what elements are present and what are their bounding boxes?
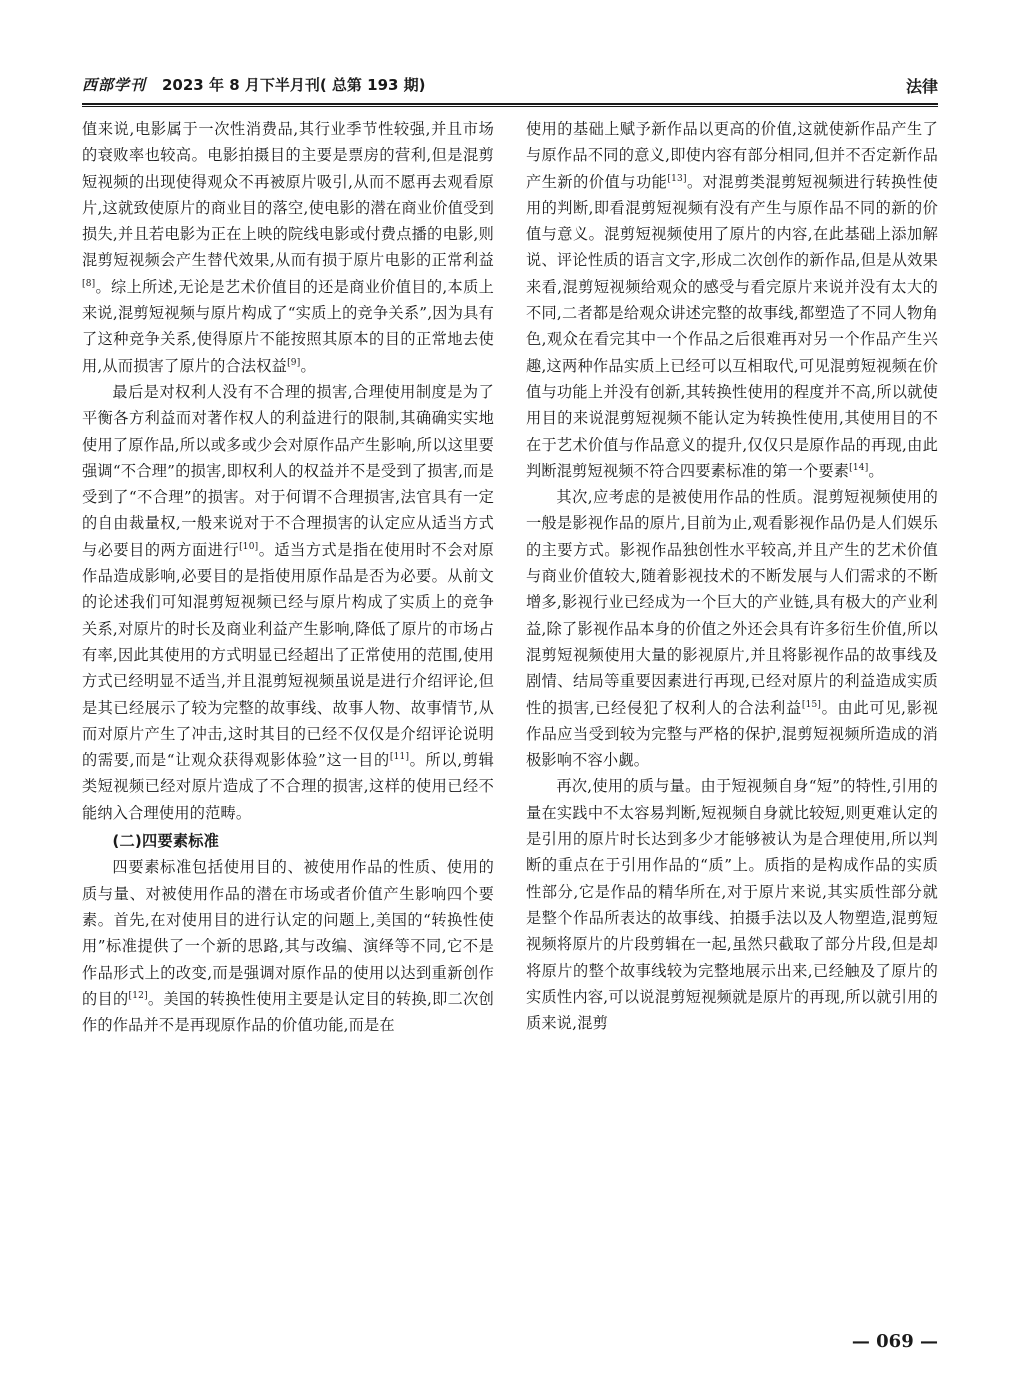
citation-ref: [14] bbox=[849, 462, 869, 473]
body-text: 使用的基础上赋予新作品以更高的价值,这就使新作品产生了与原作品不同的意义,即使内容有部分相同,但并不否定新作品产生新的价值与功能 bbox=[526, 120, 938, 191]
citation-ref: [12] bbox=[128, 990, 148, 1001]
paragraph bbox=[82, 854, 494, 1038]
page-number: — 069 — bbox=[851, 1331, 938, 1352]
issue-info: 2023 年 8 月下半月刊( 总第 193 期) bbox=[162, 76, 426, 94]
journal-name: 西部学刊 bbox=[82, 76, 147, 94]
citation-ref: [9] bbox=[287, 357, 301, 368]
body-text: 。 bbox=[300, 356, 316, 375]
body-text: 。由此可见,影视作品应当受到较为完整与严格的保护,混剪短视频所造成的消极影响不容小觑。 bbox=[526, 698, 938, 770]
section-heading: (二)四要素标准 bbox=[112, 832, 219, 851]
paragraph bbox=[82, 379, 494, 826]
citation-ref: [11] bbox=[389, 752, 410, 763]
right-column bbox=[526, 116, 938, 1326]
body-text: 。综上所述,无论是艺术价值目的还是商业价值目的,本质上来说,混剪短视频与原片构成了“实质上的竞争关系”,因为具有了这种竞争关系,使得原片不能按照其原本的目的正常地去使用,从而损害了原片的合法权益 bbox=[82, 277, 494, 375]
body-text: 。 bbox=[868, 461, 884, 480]
body-text: 。美国的转换性使用主要是认定目的转换,即二次创作的作品并不是再现原作品的价值功能,而是在 bbox=[82, 989, 494, 1035]
body-text: 四要素标准包括使用目的、被使用作品的性质、使用的质与量、对被使用作品的潜在市场或者价值产生影响四个要素。首先,在对使用目的进行认定的问题上,美国的“转换性使用”标准提供了一个新的思路,其与改编、演绎等不同,它不是作品形式上的改变,而是强调对原作品的使用以达到重新创作的目的 bbox=[82, 858, 494, 1008]
citation-ref: [10] bbox=[239, 541, 259, 552]
header-rule-thin bbox=[82, 106, 938, 107]
citation-ref: [15] bbox=[801, 699, 822, 710]
body-text: 。对混剪类混剪短视频进行转换性使用的判断,即看混剪短视频有没有产生与原作品不同的新的价值与意义。混剪短视频使用了原片的内容,在此基础上添加解说、评论性质的语言文字,形成二次创作的新作品,但是从效果来看,混剪短视频给观众的感受与看完原片来说并没有太大的不同,二者都是给观众讲述完整的故事线,都塑造了不同人物角色,观众在看完其中一个作品之后很难再对另一个作品产生兴趣,这两种作品实质上已经可以互相取代,可见混剪短视频在价值与功能上并没有创新,其转换性使用的程度并不高,所以就使用目的来说混剪短视频不能认定为转换性使用,其使用目的不在于艺术价值与作品意义的提升,仅仅只是原作品的再现,由此判断混剪短视频不符合四要素标准的第一个要素 bbox=[526, 172, 938, 480]
body-text: 最后是对权利人没有不合理的损害,合理使用制度是为了平衡各方利益而对著作权人的利益进行的限制,其确确实实地使用了原作品,所以或多或少会对原作品产生影响,所以这里要强调“不合理”的损害,即权利人的权益并不是受到了损害,而是受到了“不合理”的损害。对于何谓不合理损害,法官具有一定的自由裁量权,一般来说对于不合理损害的认定应从适当方式与必要目的两方面进行 bbox=[82, 382, 494, 559]
paragraph bbox=[526, 773, 938, 1036]
body-text: 其次,应考虑的是被使用作品的性质。混剪短视频使用的一般是影视作品的原片,目前为止,观看影视作品仍是人们娱乐的主要方式。影视作品独创性水平较高,并且产生的艺术价值与商业价值较大,随着影视技术的不断发展与人们需求的不断增多,影视行业已经成为一个巨大的产业链,具有极大的产业利益,除了影视作品本身的价值之外还会具有许多衍生价值,所以混剪短视频使用大量的影视原片,并且将影视作品的故事线及剧情、结局等重要因素进行再现,已经对原片的利益造成实质性的损害,已经侵犯了权利人的合法利益 bbox=[526, 488, 938, 717]
header-rule bbox=[82, 103, 938, 105]
paragraph bbox=[82, 116, 494, 379]
section-label: 法律 bbox=[905, 77, 938, 96]
body-text: 值来说,电影属于一次性消费品,其行业季节性较强,并且市场的衰败率也较高。电影拍摄目的主要是票房的营利,但是混剪短视频的出现使得观众不再被原片吸引,从而不愿再去观看原片,这就致使原片的商业目的落空,使电影的潜在商业价值受到损失,并且若电影为正在上映的院线电影或付费点播的电影,则混剪短视频会产生替代效果,从而有损于原片电影的正常利益 bbox=[82, 120, 494, 270]
left-column bbox=[82, 116, 494, 1326]
body-text: 再次,使用的质与量。由于短视频自身“短”的特性,引用的量在实践中不太容易判断,短视频自身就比较短,则更难认定的是引用的原片时长达到多少才能够被认为是合理使用,所以判断的重点在于引用作品的“质”上。质指的是构成作品的实质性部分,它是作品的精华所在,对于原片来说,其实质性部分就是整个作品所表达的故事线、拍摄手法以及人物塑造,混剪短视频将原片的片段剪辑在一起,虽然只截取了部分片段,但是却将原片的整个故事线较为完整地展示出来,已经触及了原片的实质性内容,可以说混剪短视频就是原片的再现,所以就引用的质来说,混剪 bbox=[526, 777, 938, 1033]
citation-ref: [13] bbox=[667, 173, 687, 184]
citation-ref: [8] bbox=[82, 278, 96, 289]
paragraph bbox=[526, 116, 938, 484]
body-text: 。所以,剪辑类短视频已经对原片造成了不合理的损害,这样的使用已经不能纳入合理使用的范畴。 bbox=[82, 751, 494, 822]
running-header bbox=[82, 72, 938, 102]
paragraph bbox=[526, 484, 938, 773]
body-text: 。适当方式是指在使用时不会对原作品造成影响,必要目的是指使用原作品是否为必要。从前文的论述我们可知混剪短视频已经与原片构成了实质上的竞争关系,对原片的时长及商业利益产生影响,降低了原片的市场占有率,因此其使用的方式明显已经超出了正常使用的范围,使用方式已经明显不适当,并且混剪短视频虽说是进行介绍评论,但是其已经展示了较为完整的故事线、故事人物、故事情节,从而对原片产生了冲击,这时其目的已经不仅仅是介绍评论说明的需要,而是“让观众获得观影体验”这一目的 bbox=[82, 540, 494, 770]
